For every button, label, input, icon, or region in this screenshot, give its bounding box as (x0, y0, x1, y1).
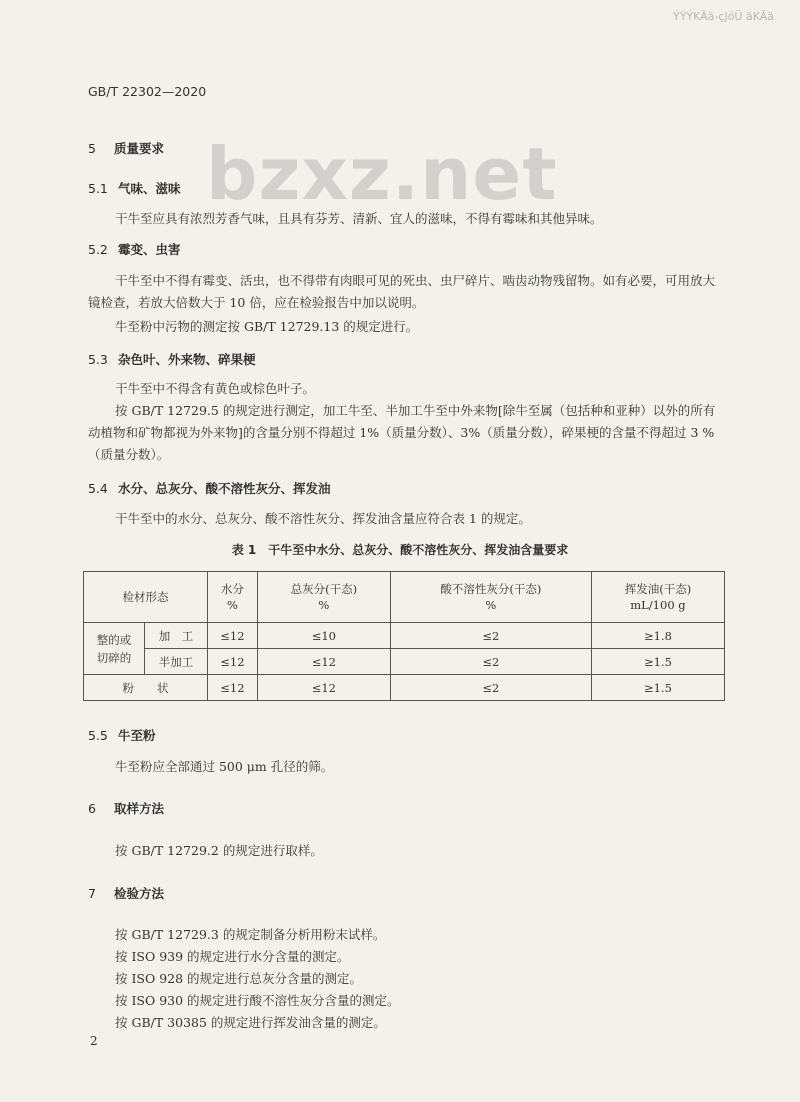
cell-water: ≤12 (208, 623, 258, 649)
heading-5-5 (88, 726, 156, 744)
table-row (84, 649, 725, 675)
header-unit: % (318, 598, 330, 612)
header-unit: % (485, 598, 497, 612)
table-row (84, 623, 725, 649)
header-oil (591, 572, 724, 623)
paragraph-6: 按 GB/T 12729.2 的规定进行取样。 (115, 843, 323, 858)
header-unit: mL/100 g (630, 598, 686, 612)
heading-5-4 (88, 479, 331, 497)
heading-5 (88, 139, 164, 157)
paragraph-5-4: 干牛至中的水分、总灰分、酸不溶性灰分、挥发油含量应符合表 1 的规定。 (115, 511, 531, 526)
header-form: 检材形态 (84, 572, 208, 623)
heading-number: 5.1 (88, 181, 108, 196)
heading-number: 5.5 (88, 728, 108, 743)
group-label-line: 整的或 (96, 632, 132, 647)
heading-5-1 (88, 179, 181, 197)
paragraph-5-5: 牛至粉应全部通过 500 μm 孔径的筛。 (115, 759, 334, 774)
heading-6 (88, 799, 164, 817)
paragraph-7-line: 按 ISO 930 的规定进行酸不溶性灰分含量的测定。 (115, 993, 400, 1008)
header-label: 酸不溶性灰分(干态) (440, 582, 542, 596)
top-right-mark: ÝÝÝKÃä-çJóÜ ãKÃä (672, 10, 774, 23)
standard-number: GB/T 22302—2020 (88, 84, 207, 99)
page-number: 2 (90, 1034, 98, 1048)
watermark: bzxz.net (206, 132, 558, 216)
cell-kind: 加 工 (145, 623, 208, 649)
cell-oil: ≥1.8 (591, 623, 724, 649)
heading-title: 质量要求 (114, 141, 165, 156)
header-unit: % (226, 598, 238, 612)
heading-7 (88, 884, 164, 902)
paragraph-5-3-a: 干牛至中不得含有黄色或棕色叶子。 (115, 381, 316, 396)
header-water (208, 572, 258, 623)
cell-kind: 粉 状 (84, 675, 208, 701)
heading-5-2 (88, 240, 181, 258)
cell-oil: ≥1.5 (591, 649, 724, 675)
heading-number: 5.3 (88, 352, 108, 367)
header-ash (257, 572, 390, 623)
heading-title: 霉变、虫害 (118, 242, 181, 257)
heading-number: 7 (88, 886, 96, 901)
heading-5-3 (88, 350, 256, 368)
heading-title: 检验方法 (114, 886, 165, 901)
cell-acid: ≤2 (390, 675, 591, 701)
header-label: 水分 (220, 582, 244, 596)
paragraph-7-line: 按 GB/T 30385 的规定进行挥发油含量的测定。 (115, 1015, 386, 1030)
cell-water: ≤12 (208, 675, 258, 701)
cell-water: ≤12 (208, 649, 258, 675)
cell-acid: ≤2 (390, 649, 591, 675)
heading-number: 5.2 (88, 242, 108, 257)
heading-title: 牛至粉 (118, 728, 156, 743)
heading-title: 气味、滋味 (118, 181, 181, 196)
paragraph-7-line: 按 ISO 928 的规定进行总灰分含量的测定。 (115, 971, 363, 986)
group-label (84, 623, 145, 675)
table-header-row (84, 572, 725, 623)
header-acid (390, 572, 591, 623)
paragraph-7-line: 按 ISO 939 的规定进行水分含量的测定。 (115, 949, 350, 964)
cell-ash: ≤12 (257, 675, 390, 701)
paragraph-5-2-b: 牛至粉中污物的测定按 GB/T 12729.13 的规定进行。 (115, 319, 419, 334)
cell-oil: ≥1.5 (591, 675, 724, 701)
paragraph-5-3-b: 按 GB/T 12729.5 的规定进行测定，加工牛至、半加工牛至中外来物[除牛至属（包括种和亚种）以外的所有动植物和矿物都视为外来物]的含量分别不得超过 1%（质量分数）、3%（质量分数），碎果梗的含量不得超过 3 %（质量分数）。 (88, 403, 716, 462)
paragraph-7-line: 按 GB/T 12729.3 的规定制备分析用粉末试样。 (115, 927, 386, 942)
heading-title: 水分、总灰分、酸不溶性灰分、挥发油 (118, 481, 331, 496)
paragraph-5-1: 干牛至应具有浓烈芳香气味，且具有芬芳、清新、宜人的滋味，不得有霉味和其他异味。 (115, 211, 603, 226)
requirements-table (83, 571, 725, 701)
heading-number: 5 (88, 141, 96, 156)
cell-kind: 半加工 (145, 649, 208, 675)
group-label-line: 切碎的 (96, 650, 132, 665)
heading-number: 6 (88, 801, 96, 816)
header-label: 总灰分(干态) (290, 582, 358, 596)
paragraph-5-2-a: 干牛至中不得有霉变、活虫，也不得带有肉眼可见的死虫、虫尸碎片、啮齿动物残留物。如有必要，可用放大镜检查，若放大倍数大于 10 倍，应在检验报告中加以说明。 (88, 273, 716, 310)
table-caption: 表 1 干牛至中水分、总灰分、酸不溶性灰分、挥发油含量要求 (231, 543, 569, 557)
cell-ash: ≤12 (257, 649, 390, 675)
heading-number: 5.4 (88, 481, 108, 496)
cell-ash: ≤10 (257, 623, 390, 649)
cell-acid: ≤2 (390, 623, 591, 649)
heading-title: 取样方法 (114, 801, 165, 816)
header-label: 挥发油(干态) (624, 582, 692, 596)
heading-title: 杂色叶、外来物、碎果梗 (118, 352, 256, 367)
table-row (84, 675, 725, 701)
